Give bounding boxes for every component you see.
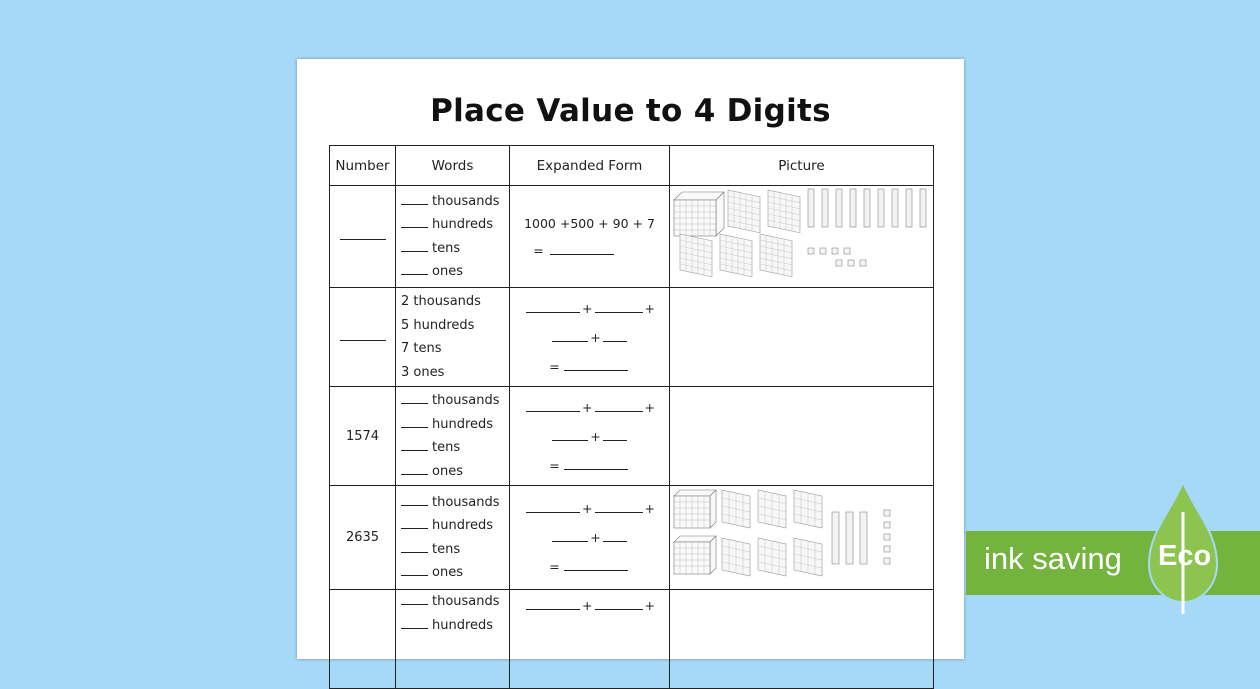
word-label: ones xyxy=(432,565,463,580)
plus-sign: + xyxy=(644,300,655,316)
table-row xyxy=(330,590,934,689)
ten-rod-icon xyxy=(836,189,842,227)
one-cube-icon xyxy=(884,522,890,528)
number-cell[interactable] xyxy=(330,186,396,288)
word-label: 2 thousands xyxy=(401,294,481,309)
equals-sign: = xyxy=(533,242,544,258)
word-label: tens xyxy=(432,541,461,557)
word-label: thousands xyxy=(432,193,500,209)
expanded-cell xyxy=(510,486,670,590)
plus-sign: + xyxy=(582,300,593,316)
hundred-flat-icon xyxy=(758,538,786,576)
number-blank[interactable] xyxy=(340,239,386,240)
table-header-row xyxy=(330,146,934,186)
equals-sign: = xyxy=(549,559,560,574)
word-label: hundreds xyxy=(432,617,494,633)
plus-sign: + xyxy=(644,598,655,613)
picture-cell[interactable] xyxy=(670,590,934,689)
hundred-flat-icon xyxy=(722,538,750,576)
expanded-cell xyxy=(510,288,670,387)
one-cube-icon xyxy=(808,248,814,254)
expanded-cell xyxy=(510,590,670,689)
ten-rod-icon xyxy=(920,189,926,227)
word-label: thousands xyxy=(432,494,500,510)
expanded-cell xyxy=(510,387,670,486)
one-cube-icon xyxy=(884,510,890,516)
table-row xyxy=(330,387,934,486)
header-number: Number xyxy=(330,146,396,186)
expanded-text: 1000 +500 + 90 + 7 xyxy=(524,215,655,231)
words-cell xyxy=(396,186,510,288)
plus-sign: + xyxy=(590,530,601,545)
picture-cell[interactable] xyxy=(670,288,934,387)
answer-blank[interactable] xyxy=(564,370,628,371)
header-picture: Picture xyxy=(670,146,934,186)
number-cell[interactable] xyxy=(330,590,396,689)
hundred-flat-icon xyxy=(760,234,792,277)
words-cell xyxy=(396,288,510,387)
picture-cell xyxy=(670,186,934,288)
worksheet-page xyxy=(297,59,964,659)
answer-blank[interactable] xyxy=(564,570,628,571)
number-cell: 2635 xyxy=(330,486,396,590)
table-row xyxy=(330,486,934,590)
word-label: ones xyxy=(432,463,463,479)
place-value-table xyxy=(329,145,934,689)
word-label: 3 ones xyxy=(401,364,445,380)
thousand-cube-icon xyxy=(674,192,724,236)
word-label: tens xyxy=(432,240,461,256)
header-expanded-form: Expanded Form xyxy=(510,146,670,186)
hundred-flat-icon xyxy=(680,234,712,277)
eco-label: Eco xyxy=(1158,540,1212,572)
expanded-cell xyxy=(510,186,670,288)
one-cube-icon xyxy=(832,248,838,254)
base-ten-blocks-picture xyxy=(670,186,932,283)
one-cube-icon xyxy=(820,248,826,254)
ten-rod-icon xyxy=(808,189,814,227)
header-words: Words xyxy=(396,146,510,186)
ten-rod-icon xyxy=(906,189,912,227)
hundred-flat-icon xyxy=(768,190,800,233)
plus-sign: + xyxy=(644,501,655,516)
number-blank[interactable] xyxy=(340,340,386,341)
answer-blank[interactable] xyxy=(564,469,628,470)
word-label: 5 hundreds xyxy=(401,317,475,333)
ten-rod-icon xyxy=(860,512,867,564)
picture-cell[interactable] xyxy=(670,387,934,486)
words-cell xyxy=(396,590,510,689)
plus-sign: + xyxy=(590,428,601,444)
plus-sign: + xyxy=(582,598,593,613)
ten-rod-icon xyxy=(846,512,853,564)
hundred-flat-icon xyxy=(722,490,750,528)
words-cell xyxy=(396,387,510,486)
answer-blank[interactable] xyxy=(550,254,614,255)
ink-saving-label: ink saving xyxy=(984,541,1122,576)
table-row xyxy=(330,288,934,387)
word-label: 7 tens xyxy=(401,341,442,356)
one-cube-icon xyxy=(844,248,850,254)
one-cube-icon xyxy=(884,558,890,564)
one-cube-icon xyxy=(848,260,854,266)
word-label: hundreds xyxy=(432,518,494,533)
thousand-cube-icon xyxy=(674,490,716,528)
plus-sign: + xyxy=(644,399,655,415)
word-label: ones xyxy=(432,264,463,279)
table-row xyxy=(330,186,934,288)
words-cell xyxy=(396,486,510,590)
plus-sign: + xyxy=(582,399,593,415)
thousand-cube-icon xyxy=(674,536,716,574)
number-cell[interactable] xyxy=(330,288,396,387)
ten-rod-icon xyxy=(864,189,870,227)
word-label: tens xyxy=(432,440,461,455)
equals-sign: = xyxy=(549,457,560,473)
one-cube-icon xyxy=(860,260,866,266)
ten-rod-icon xyxy=(832,512,839,564)
number-cell: 1574 xyxy=(330,387,396,486)
ten-rod-icon xyxy=(850,189,856,227)
base-ten-blocks-picture xyxy=(670,486,932,585)
plus-sign: + xyxy=(582,501,593,516)
one-cube-icon xyxy=(884,546,890,552)
word-label: thousands xyxy=(432,594,500,609)
one-cube-icon xyxy=(884,534,890,540)
hundred-flat-icon xyxy=(794,490,822,528)
equals-sign: = xyxy=(549,358,560,374)
hundred-flat-icon xyxy=(758,490,786,528)
ten-rod-icon xyxy=(892,189,898,227)
one-cube-icon xyxy=(836,260,842,266)
page-title: Place Value to 4 Digits xyxy=(430,93,831,129)
picture-cell xyxy=(670,486,934,590)
word-label: hundreds xyxy=(432,416,494,432)
word-label: thousands xyxy=(432,393,500,408)
ten-rod-icon xyxy=(878,189,884,227)
ten-rod-icon xyxy=(822,189,828,227)
hundred-flat-icon xyxy=(720,234,752,277)
hundred-flat-icon xyxy=(794,538,822,576)
word-label: hundreds xyxy=(432,217,494,232)
plus-sign: + xyxy=(590,329,601,345)
hundred-flat-icon xyxy=(728,190,760,233)
